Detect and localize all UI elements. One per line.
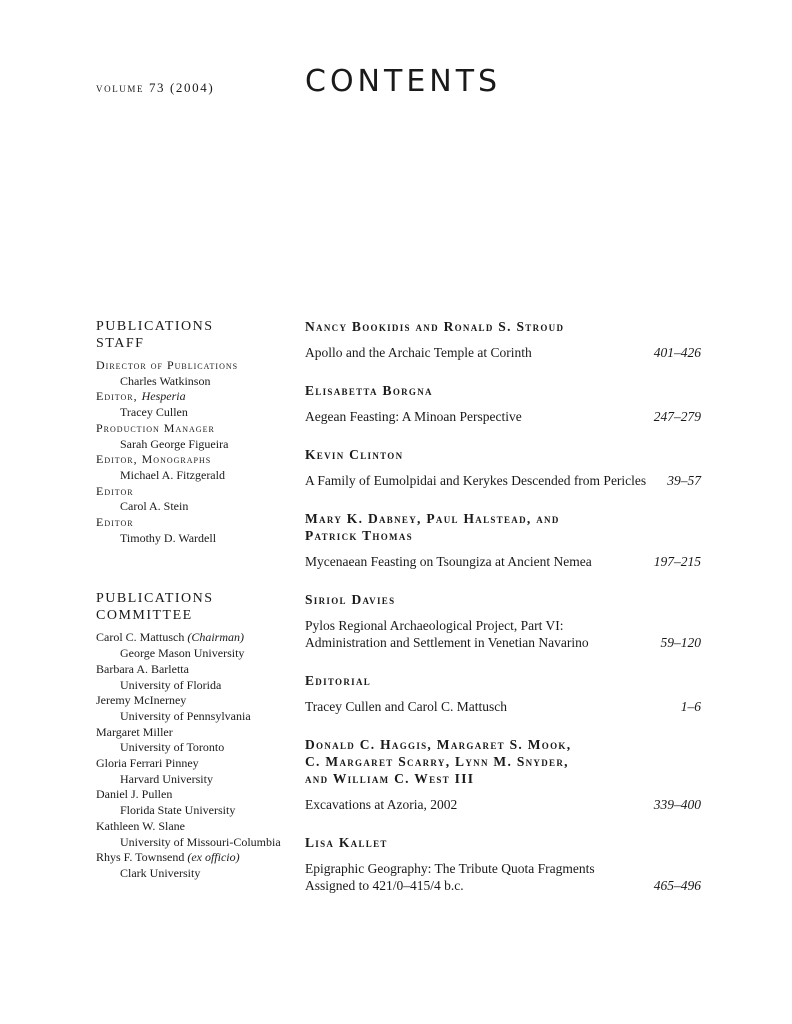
committee-member (96, 850, 296, 866)
contents-entry (305, 591, 701, 651)
author-line: Lisa Kallet (305, 835, 388, 850)
author-line: Mary K. Dabney, Paul Halstead, and (305, 511, 560, 526)
member-affiliation: University of Missouri-Columbia (120, 834, 281, 849)
role-title: Director of Publications (96, 358, 239, 372)
title-line: Pylos Regional Archaeological Project, Part VI: (305, 618, 564, 633)
title-line: Assigned to 421/0–415/4 b.c. (305, 878, 464, 893)
article-title (305, 344, 644, 361)
role-title-italic: Hesperia (141, 389, 186, 404)
staff-person: Carol A. Stein (120, 499, 189, 514)
title-line: Administration and Settlement in Venetian Navarino (305, 635, 589, 650)
page-range: 39–57 (667, 473, 701, 488)
article-title (305, 553, 644, 570)
author-line: Elisabetta Borgna (305, 383, 433, 398)
member-affiliation: University of Florida (120, 677, 222, 692)
page-range: 465–496 (653, 878, 701, 893)
entry-authors (305, 591, 701, 608)
member-name: Gloria Ferrari Pinney (96, 756, 199, 771)
entry-article (305, 408, 701, 425)
member-name: Barbara A. Barletta (96, 661, 189, 676)
title-line: Epigraphic Geography: The Tribute Quota Fragments (305, 861, 595, 876)
entry-authors (305, 834, 701, 851)
staff-role (96, 421, 296, 437)
entry-article (305, 860, 701, 894)
author-line: Donald C. Haggis, Margaret S. Mook, (305, 737, 572, 752)
member-note: (ex officio) (187, 850, 240, 865)
member-name: Daniel J. Pullen (96, 787, 173, 802)
volume-label: volume 73 (2004) (96, 80, 215, 95)
page-range: 197–215 (653, 554, 701, 569)
staff-heading: PUBLICATIONS STAFF (96, 319, 214, 351)
staff-person: Sarah George Figueira (120, 436, 229, 451)
staff-person: Michael A. Fitzgerald (120, 467, 225, 482)
staff-person: Charles Watkinson (120, 373, 211, 388)
contents-entry (305, 382, 701, 425)
page-title: CONTENTS (305, 64, 502, 99)
committee-heading: PUBLICATIONS COMMITTEE (96, 591, 214, 624)
role-title: Editor, (96, 389, 142, 404)
entry-authors (305, 736, 701, 787)
title-line: A Family of Eumolpidai and Kerykes Descended from Pericles (305, 473, 647, 488)
article-title (305, 472, 657, 489)
page-range: 59–120 (660, 635, 701, 650)
publications-staff (96, 318, 296, 546)
member-note: (Chairman) (187, 630, 244, 645)
title-line: Tracey Cullen and Carol C. Mattusch (305, 699, 507, 714)
contents-entry (305, 736, 701, 813)
member-affiliation: University of Toronto (120, 740, 225, 755)
title-line: Mycenaean Feasting on Tsoungiza at Ancient Nemea (305, 554, 592, 569)
staff-person: Tracey Cullen (120, 405, 188, 420)
title-line: Apollo and the Archaic Temple at Corinth (305, 345, 532, 360)
staff-list (96, 358, 296, 546)
member-name: Rhys F. Townsend (96, 850, 185, 865)
entry-article (305, 698, 701, 715)
member-affiliation: Clark University (120, 865, 201, 880)
staff-role (96, 484, 296, 500)
entry-article (305, 553, 701, 570)
article-title (305, 408, 644, 425)
entry-article (305, 617, 701, 651)
staff-role (96, 389, 296, 405)
article-title (305, 796, 644, 813)
entry-authors (305, 510, 701, 544)
committee-member (96, 630, 296, 646)
title-line: Excavations at Azoria, 2002 (305, 797, 458, 812)
staff-person: Timothy D. Wardell (120, 530, 217, 545)
author-line: C. Margaret Scarry, Lynn M. Snyder, (305, 754, 569, 769)
title-line: Aegean Feasting: A Minoan Perspective (305, 409, 522, 424)
author-line: Patrick Thomas (305, 528, 413, 543)
staff-role (96, 452, 296, 468)
member-affiliation: Harvard University (120, 771, 213, 786)
member-name: Kathleen W. Slane (96, 818, 185, 833)
committee-member (96, 693, 296, 709)
member-affiliation: University of Pennsylvania (120, 708, 251, 723)
page-range: 1–6 (680, 699, 701, 714)
staff-role (96, 515, 296, 531)
author-line: Kevin Clinton (305, 447, 404, 462)
contents-entry (305, 672, 701, 715)
role-title: Production Manager (96, 420, 215, 435)
committee-member (96, 662, 296, 678)
committee-member (96, 725, 296, 741)
publications-committee (96, 590, 296, 881)
committee-member (96, 787, 296, 803)
contents-entry (305, 834, 701, 894)
entry-authors (305, 446, 701, 463)
committee-list (96, 630, 296, 881)
author-line: Editorial (305, 673, 372, 688)
author-line: and William C. West III (305, 771, 475, 786)
member-affiliation: George Mason University (120, 646, 245, 661)
article-title (305, 860, 644, 894)
member-affiliation: Florida State University (120, 803, 236, 818)
staff-role (96, 358, 296, 374)
entry-article (305, 344, 701, 361)
sidebar (96, 318, 296, 882)
author-line: Siriol Davies (305, 592, 396, 607)
committee-member (96, 756, 296, 772)
page-range: 401–426 (653, 345, 701, 360)
role-title: Editor (96, 515, 134, 530)
role-title: Editor, Monographs (96, 452, 212, 467)
contents-list (305, 318, 701, 915)
role-title: Editor (96, 483, 134, 498)
entry-authors (305, 672, 701, 689)
entry-authors (305, 318, 701, 335)
contents-entry (305, 510, 701, 570)
member-name: Margaret Miller (96, 724, 173, 739)
committee-member (96, 819, 296, 835)
member-name: Carol C. Mattusch (96, 630, 185, 645)
author-line: Nancy Bookidis and Ronald S. Stroud (305, 319, 565, 334)
contents-entry (305, 446, 701, 489)
page-range: 247–279 (653, 409, 701, 424)
page-range: 339–400 (653, 797, 701, 812)
article-title (305, 617, 651, 651)
article-title (305, 698, 671, 715)
member-name: Jeremy McInerney (96, 693, 187, 708)
entry-article (305, 472, 701, 489)
entry-article (305, 796, 701, 813)
entry-authors (305, 382, 701, 399)
contents-entry (305, 318, 701, 361)
